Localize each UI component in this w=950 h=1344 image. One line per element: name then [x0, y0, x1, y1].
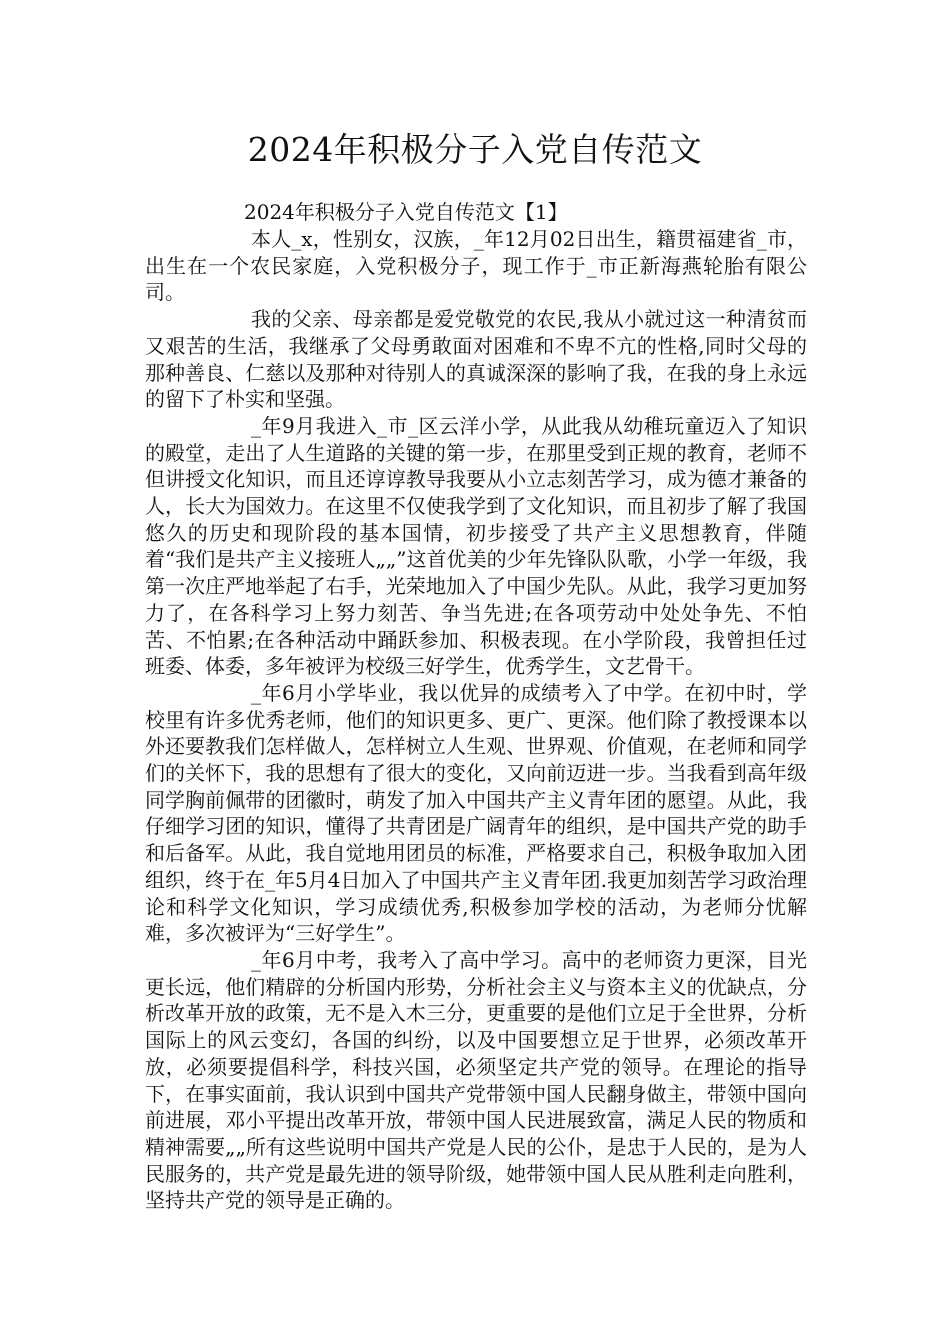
paragraph-primary-school: _年9月我进入_市_区云洋小学，从此我从幼稚玩童迈入了知识的殿堂，走出了人生道路的关键的第一步，在那里受到正规的教育，老师不但讲授文化知识，而且还谆谆教导我要从小立志刻苦学习，成为德才兼备的人，长大为国效力。在这里不仅使我学到了文化知识，而且初步了解了我国悠久的历史和现阶段的基本国情，初步接受了共产主义思想教育，伴随着“我们是共产主义接班人„„”这首优美的少年先锋队队歌，小学一年级，我第一次庄严地举起了右手，光荣地加入了中国少先队。从此，我学习更加努力了，在各科学习上努力刻苦、争当先进;在各项劳动中处处争先、不怕苦、不怕累;在各种活动中踊跃参加、积极表现。在小学阶段，我曾担任过班委、体委，多年被评为校级三好学生，优秀学生，文艺骨干。	[145, 413, 807, 679]
paragraph-high-school: _年6月中考，我考入了高中学习。高中的老师资力更深，目光更长远，他们精辟的分析国内形势，分析社会主义与资本主义的优缺点，分析改革开放的政策，无不是入木三分，更重要的是他们立足于全世界，分析国际上的风云变幻，各国的纠纷，以及中国要想立足于世界，必须改革开放，必须要提倡科学，科技兴国，必须坚定共产党的领导。在理论的指导下，在事实面前，我认识到中国共产党带领中国人民翻身做主，带领中国向前进展，邓小平提出改革开放，带领中国人民进展致富，满足人民的物质和精神需要„„所有这些说明中国共产党是人民的公仆，是忠于人民的，是为人民服务的，共产党是最先进的领导阶级，她带领中国人民从胜利走向胜利，坚持共产党的领导是正确的。	[145, 947, 807, 1213]
paragraph-middle-school: _年6月小学毕业，我以优异的成绩考入了中学。在初中时，学校里有许多优秀老师，他们的知识更多、更广、更深。他们除了教授课本以外还要教我们怎样做人，怎样树立人生观、世界观、价值观，在老师和同学们的关怀下，我的思想有了很大的变化，又向前迈进一步。当我看到高年级同学胸前佩带的团徽时，萌发了加入中国共产主义青年团的愿望。从此，我仔细学习团的知识，懂得了共青团是广阔青年的组织，是中国共产党的助手和后备军。从此，我自觉地用团员的标准，严格要求自己，积极争取加入团组织，终于在_年5月4日加入了中国共产主义青年团.我更加刻苦学习政治理论和科学文化知识，学习成绩优秀,积极参加学校的活动，为老师分忧解难，多次被评为“三好学生”。	[145, 680, 807, 946]
paragraph-family: 我的父亲、母亲都是爱党敬党的农民,我从小就过这一种清贫而又艰苦的生活，我继承了父母勇敢面对困难和不卑不亢的性格,同时父母的那种善良、仁慈以及那种对待别人的真诚深深的影响了我，在我的身上永远的留下了朴实和坚强。	[145, 307, 807, 412]
document-body	[145, 226, 807, 1214]
paragraph-intro: 本人_x，性别女，汉族，_年12月02日出生，籍贯福建省_市，出生在一个农民家庭，入党积极分子，现工作于_市正新海燕轮胎有限公司。	[145, 227, 807, 305]
section-heading: 2024年积极分子入党自传范文【1】	[244, 200, 568, 224]
document-title: 2024年积极分子入党自传范文	[247, 130, 703, 169]
